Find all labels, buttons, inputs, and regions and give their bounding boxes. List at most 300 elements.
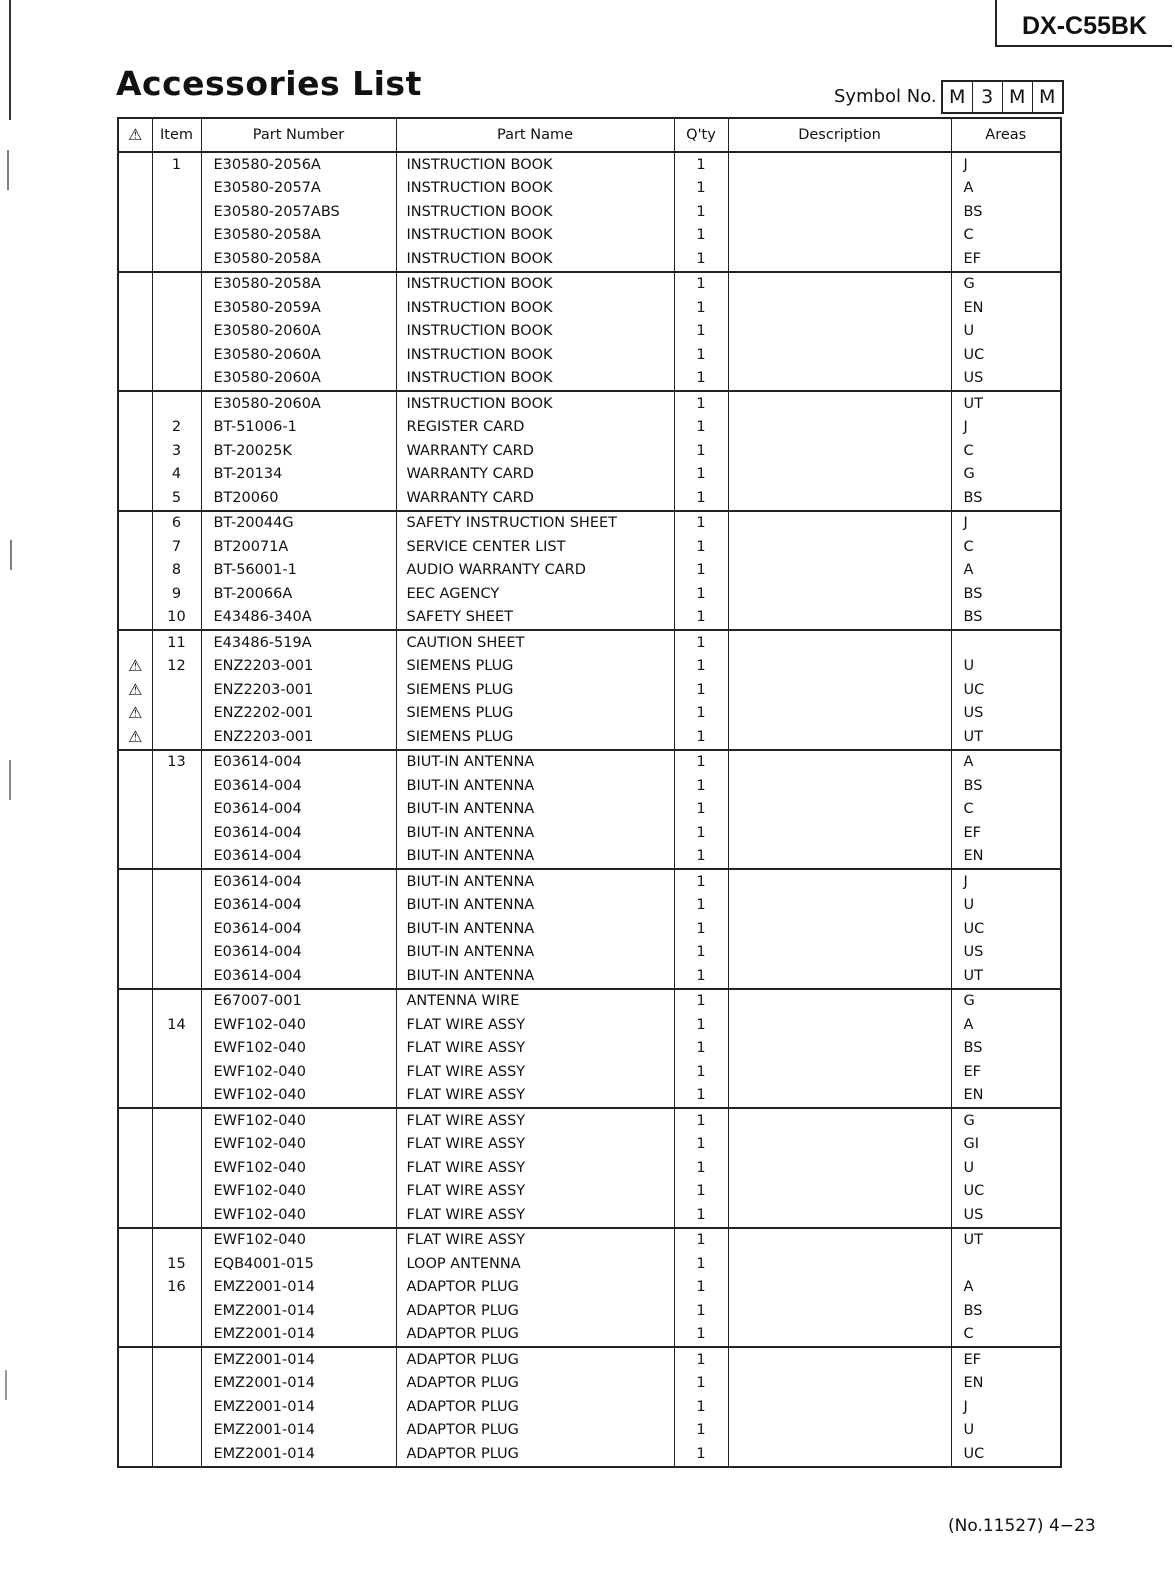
table-row bbox=[118, 606, 1061, 631]
item-cell bbox=[152, 1156, 201, 1180]
part-name-cell: INSTRUCTION BOOK bbox=[396, 272, 674, 297]
part-name-cell: FLAT WIRE ASSY bbox=[396, 1203, 674, 1228]
item-cell bbox=[152, 200, 201, 224]
table-row bbox=[118, 1372, 1061, 1396]
area-cell: J bbox=[951, 511, 1061, 536]
area-cell: G bbox=[951, 989, 1061, 1014]
qty-cell: 1 bbox=[674, 200, 728, 224]
description-cell bbox=[728, 821, 951, 845]
part-number-cell: E03614-004 bbox=[201, 750, 396, 775]
symbol-code-2: 3 bbox=[973, 82, 1003, 112]
table-row bbox=[118, 1252, 1061, 1276]
table-row bbox=[118, 964, 1061, 989]
item-column-header: Item bbox=[152, 118, 201, 152]
description-cell bbox=[728, 917, 951, 941]
area-cell: A bbox=[951, 750, 1061, 775]
qty-cell: 1 bbox=[674, 582, 728, 606]
table-body bbox=[118, 152, 1061, 1467]
part-number-cell: BT-51006-1 bbox=[201, 416, 396, 440]
qty-cell: 1 bbox=[674, 1156, 728, 1180]
table-row bbox=[118, 296, 1061, 320]
warning-cell bbox=[118, 582, 152, 606]
part-name-cell: CAUTION SHEET bbox=[396, 630, 674, 655]
part-name-cell: FLAT WIRE ASSY bbox=[396, 1037, 674, 1061]
table-row bbox=[118, 750, 1061, 775]
area-cell: UC bbox=[951, 1180, 1061, 1204]
item-cell bbox=[152, 702, 201, 726]
table-row bbox=[118, 1276, 1061, 1300]
warning-cell bbox=[118, 774, 152, 798]
model-number: DX-C55BK bbox=[995, 0, 1172, 47]
description-cell bbox=[728, 1442, 951, 1467]
warning-cell bbox=[118, 463, 152, 487]
part-name-cell: FLAT WIRE ASSY bbox=[396, 1013, 674, 1037]
part-name-cell: BIUT-IN ANTENNA bbox=[396, 750, 674, 775]
qty-cell: 1 bbox=[674, 964, 728, 989]
table-row bbox=[118, 1060, 1061, 1084]
accessories-table bbox=[117, 117, 1062, 1468]
table-row bbox=[118, 511, 1061, 536]
item-cell bbox=[152, 894, 201, 918]
item-cell: 13 bbox=[152, 750, 201, 775]
description-cell bbox=[728, 1372, 951, 1396]
qty-cell: 1 bbox=[674, 296, 728, 320]
part-name-cell: BIUT-IN ANTENNA bbox=[396, 821, 674, 845]
item-cell: 14 bbox=[152, 1013, 201, 1037]
table-row bbox=[118, 1108, 1061, 1133]
table-row bbox=[118, 1442, 1061, 1467]
part-name-cell: SIEMENS PLUG bbox=[396, 725, 674, 750]
area-cell: J bbox=[951, 416, 1061, 440]
warning-cell bbox=[118, 845, 152, 870]
warning-cell bbox=[118, 439, 152, 463]
area-cell: C bbox=[951, 1323, 1061, 1348]
symbol-label: Symbol No. bbox=[834, 86, 937, 107]
warning-cell bbox=[118, 750, 152, 775]
description-cell bbox=[728, 1133, 951, 1157]
part-number-cell: E30580-2058A bbox=[201, 272, 396, 297]
warning-cell bbox=[118, 1228, 152, 1253]
table-row bbox=[118, 1228, 1061, 1253]
part-number-cell: E30580-2058A bbox=[201, 224, 396, 248]
qty-cell: 1 bbox=[674, 224, 728, 248]
part-name-cell: FLAT WIRE ASSY bbox=[396, 1133, 674, 1157]
qty-cell: 1 bbox=[674, 272, 728, 297]
warning-cell bbox=[118, 964, 152, 989]
warning-cell bbox=[118, 1180, 152, 1204]
warning-cell bbox=[118, 1133, 152, 1157]
part-number-cell: E03614-004 bbox=[201, 964, 396, 989]
item-cell bbox=[152, 1037, 201, 1061]
item-cell: 7 bbox=[152, 535, 201, 559]
area-cell: BS bbox=[951, 200, 1061, 224]
area-cell: J bbox=[951, 152, 1061, 177]
item-cell bbox=[152, 1060, 201, 1084]
qty-cell: 1 bbox=[674, 1252, 728, 1276]
warning-cell bbox=[118, 1347, 152, 1372]
item-cell: 16 bbox=[152, 1276, 201, 1300]
warning-cell bbox=[118, 989, 152, 1014]
item-cell: 6 bbox=[152, 511, 201, 536]
part-number-cell: EMZ2001-014 bbox=[201, 1419, 396, 1443]
description-cell bbox=[728, 1084, 951, 1109]
part-number-cell: BT-20134 bbox=[201, 463, 396, 487]
item-cell: 8 bbox=[152, 559, 201, 583]
warning-cell bbox=[118, 1442, 152, 1467]
area-cell: GI bbox=[951, 1133, 1061, 1157]
area-cell: UT bbox=[951, 1228, 1061, 1253]
description-cell bbox=[728, 989, 951, 1014]
part-name-cell: BIUT-IN ANTENNA bbox=[396, 774, 674, 798]
table-row bbox=[118, 416, 1061, 440]
item-cell: 5 bbox=[152, 486, 201, 511]
part-number-cell: EWF102-040 bbox=[201, 1060, 396, 1084]
area-cell: UC bbox=[951, 343, 1061, 367]
qty-cell: 1 bbox=[674, 678, 728, 702]
item-cell bbox=[152, 1347, 201, 1372]
qty-cell: 1 bbox=[674, 1203, 728, 1228]
table-row bbox=[118, 582, 1061, 606]
item-cell bbox=[152, 917, 201, 941]
table-row bbox=[118, 486, 1061, 511]
part-number-cell: EMZ2001-014 bbox=[201, 1347, 396, 1372]
part-name-cell: BIUT-IN ANTENNA bbox=[396, 894, 674, 918]
description-cell bbox=[728, 1395, 951, 1419]
area-cell: BS bbox=[951, 774, 1061, 798]
item-cell: 11 bbox=[152, 630, 201, 655]
areas-column-header: Areas bbox=[951, 118, 1061, 152]
description-cell bbox=[728, 941, 951, 965]
warning-cell bbox=[118, 1013, 152, 1037]
item-cell bbox=[152, 1323, 201, 1348]
part-name-cell: SIEMENS PLUG bbox=[396, 702, 674, 726]
table-row bbox=[118, 224, 1061, 248]
table-row bbox=[118, 1156, 1061, 1180]
table-row bbox=[118, 1180, 1061, 1204]
qty-cell: 1 bbox=[674, 774, 728, 798]
part-number-cell: EMZ2001-014 bbox=[201, 1323, 396, 1348]
part-number-cell: EMZ2001-014 bbox=[201, 1395, 396, 1419]
description-cell bbox=[728, 1252, 951, 1276]
item-cell bbox=[152, 725, 201, 750]
qty-cell: 1 bbox=[674, 463, 728, 487]
item-cell bbox=[152, 1299, 201, 1323]
warning-cell bbox=[118, 367, 152, 392]
table-row bbox=[118, 1347, 1061, 1372]
table-row bbox=[118, 845, 1061, 870]
part-name-cell: SAFETY SHEET bbox=[396, 606, 674, 631]
description-cell bbox=[728, 247, 951, 272]
warning-cell bbox=[118, 1276, 152, 1300]
part-name-cell: BIUT-IN ANTENNA bbox=[396, 941, 674, 965]
part-number-cell: EWF102-040 bbox=[201, 1180, 396, 1204]
qty-cell: 1 bbox=[674, 511, 728, 536]
part-number-cell: E30580-2057ABS bbox=[201, 200, 396, 224]
qty-cell: 1 bbox=[674, 1060, 728, 1084]
part-number-cell: E30580-2060A bbox=[201, 367, 396, 392]
warning-cell: ⚠ bbox=[128, 726, 143, 746]
area-cell: BS bbox=[951, 606, 1061, 631]
table-row bbox=[118, 320, 1061, 344]
qty-cell: 1 bbox=[674, 416, 728, 440]
area-cell: UT bbox=[951, 964, 1061, 989]
description-cell bbox=[728, 655, 951, 679]
warning-cell bbox=[118, 869, 152, 894]
part-name-cell: WARRANTY CARD bbox=[396, 439, 674, 463]
symbol-code-3: M bbox=[1003, 82, 1033, 112]
part-name-cell: INSTRUCTION BOOK bbox=[396, 391, 674, 416]
description-cell bbox=[728, 511, 951, 536]
warning-cell bbox=[118, 1419, 152, 1443]
part-number-cell: EMZ2001-014 bbox=[201, 1299, 396, 1323]
part-name-cell: BIUT-IN ANTENNA bbox=[396, 917, 674, 941]
description-cell bbox=[728, 272, 951, 297]
warning-cell bbox=[118, 1203, 152, 1228]
table-row bbox=[118, 391, 1061, 416]
table-row bbox=[118, 367, 1061, 392]
table-row bbox=[118, 463, 1061, 487]
symbol-code-boxes bbox=[941, 80, 1064, 114]
table-row bbox=[118, 1037, 1061, 1061]
table-row bbox=[118, 1133, 1061, 1157]
table-row bbox=[118, 1419, 1061, 1443]
item-cell bbox=[152, 941, 201, 965]
area-cell: EN bbox=[951, 845, 1061, 870]
warning-cell bbox=[118, 343, 152, 367]
description-cell bbox=[728, 702, 951, 726]
item-cell bbox=[152, 177, 201, 201]
qty-cell: 1 bbox=[674, 869, 728, 894]
area-cell: BS bbox=[951, 1037, 1061, 1061]
part-number-cell: EMZ2001-014 bbox=[201, 1442, 396, 1467]
part-name-cell: SIEMENS PLUG bbox=[396, 655, 674, 679]
item-cell: 9 bbox=[152, 582, 201, 606]
area-cell: US bbox=[951, 702, 1061, 726]
description-cell bbox=[728, 1228, 951, 1253]
warning-cell bbox=[118, 391, 152, 416]
table-row bbox=[118, 655, 1061, 679]
qty-cell: 1 bbox=[674, 177, 728, 201]
part-name-column-header: Part Name bbox=[396, 118, 674, 152]
warning-cell bbox=[118, 1037, 152, 1061]
item-cell bbox=[152, 1228, 201, 1253]
table-row bbox=[118, 702, 1061, 726]
part-number-cell: ENZ2203-001 bbox=[201, 725, 396, 750]
qty-cell: 1 bbox=[674, 606, 728, 631]
part-name-cell: BIUT-IN ANTENNA bbox=[396, 964, 674, 989]
part-number-cell: EWF102-040 bbox=[201, 1133, 396, 1157]
table-row bbox=[118, 774, 1061, 798]
qty-cell: 1 bbox=[674, 320, 728, 344]
part-name-cell: ANTENNA WIRE bbox=[396, 989, 674, 1014]
symbol-code-4: M bbox=[1038, 85, 1056, 108]
warning-cell bbox=[118, 941, 152, 965]
description-cell bbox=[728, 1156, 951, 1180]
area-cell: BS bbox=[951, 1299, 1061, 1323]
table-row bbox=[118, 1323, 1061, 1348]
area-cell: C bbox=[951, 224, 1061, 248]
area-cell: BS bbox=[951, 486, 1061, 511]
qty-cell: 1 bbox=[674, 702, 728, 726]
area-cell: EN bbox=[951, 1372, 1061, 1396]
part-name-cell: ADAPTOR PLUG bbox=[396, 1276, 674, 1300]
table-row bbox=[118, 989, 1061, 1014]
table-row bbox=[118, 439, 1061, 463]
part-number-cell: BT-20025K bbox=[201, 439, 396, 463]
part-number-cell: E03614-004 bbox=[201, 894, 396, 918]
area-cell bbox=[951, 1252, 1061, 1276]
area-cell: EN bbox=[951, 296, 1061, 320]
warning-cell bbox=[118, 247, 152, 272]
warning-cell bbox=[118, 1108, 152, 1133]
part-name-cell: INSTRUCTION BOOK bbox=[396, 247, 674, 272]
part-name-cell: SERVICE CENTER LIST bbox=[396, 535, 674, 559]
table-row bbox=[118, 1395, 1061, 1419]
description-column-header: Description bbox=[728, 118, 951, 152]
part-number-cell: ENZ2202-001 bbox=[201, 702, 396, 726]
part-number-cell: E30580-2059A bbox=[201, 296, 396, 320]
item-cell: 2 bbox=[152, 416, 201, 440]
part-number-cell: E03614-004 bbox=[201, 774, 396, 798]
item-cell bbox=[152, 1180, 201, 1204]
warning-cell bbox=[118, 917, 152, 941]
description-cell bbox=[728, 416, 951, 440]
table-row bbox=[118, 941, 1061, 965]
description-cell bbox=[728, 463, 951, 487]
part-number-cell: E03614-004 bbox=[201, 941, 396, 965]
symbol-number bbox=[834, 80, 1064, 113]
qty-cell: 1 bbox=[674, 535, 728, 559]
description-cell bbox=[728, 320, 951, 344]
qty-cell: 1 bbox=[674, 559, 728, 583]
warning-cell bbox=[118, 1252, 152, 1276]
area-cell: UC bbox=[951, 917, 1061, 941]
warning-cell bbox=[118, 1060, 152, 1084]
warning-cell: ⚠ bbox=[128, 656, 143, 676]
part-name-cell: FLAT WIRE ASSY bbox=[396, 1180, 674, 1204]
item-cell bbox=[152, 1084, 201, 1109]
part-number-cell: E43486-519A bbox=[201, 630, 396, 655]
table-row bbox=[118, 559, 1061, 583]
item-cell bbox=[152, 989, 201, 1014]
item-cell bbox=[152, 1442, 201, 1467]
table-row bbox=[118, 894, 1061, 918]
part-name-cell: INSTRUCTION BOOK bbox=[396, 200, 674, 224]
qty-cell: 1 bbox=[674, 1133, 728, 1157]
description-cell bbox=[728, 535, 951, 559]
warning-cell: ⚠ bbox=[128, 679, 143, 699]
warning-cell bbox=[118, 320, 152, 344]
part-number-cell: E03614-004 bbox=[201, 917, 396, 941]
part-number-cell: E43486-340A bbox=[201, 606, 396, 631]
part-number-cell: BT-56001-1 bbox=[201, 559, 396, 583]
item-cell bbox=[152, 247, 201, 272]
part-name-cell: ADAPTOR PLUG bbox=[396, 1419, 674, 1443]
part-name-cell: INSTRUCTION BOOK bbox=[396, 224, 674, 248]
part-number-cell: BT20060 bbox=[201, 486, 396, 511]
area-cell: A bbox=[951, 559, 1061, 583]
item-cell: 1 bbox=[152, 152, 201, 177]
part-number-cell: EWF102-040 bbox=[201, 1203, 396, 1228]
qty-cell: 1 bbox=[674, 1013, 728, 1037]
item-cell bbox=[152, 774, 201, 798]
area-cell: U bbox=[951, 894, 1061, 918]
part-name-cell: BIUT-IN ANTENNA bbox=[396, 798, 674, 822]
item-cell: 3 bbox=[152, 439, 201, 463]
warning-cell bbox=[118, 1299, 152, 1323]
area-cell: G bbox=[951, 1108, 1061, 1133]
part-name-cell: FLAT WIRE ASSY bbox=[396, 1228, 674, 1253]
table-row bbox=[118, 630, 1061, 655]
qty-cell: 1 bbox=[674, 655, 728, 679]
description-cell bbox=[728, 869, 951, 894]
item-cell bbox=[152, 1203, 201, 1228]
qty-column-header: Q'ty bbox=[674, 118, 728, 152]
description-cell bbox=[728, 1108, 951, 1133]
warning-cell bbox=[118, 535, 152, 559]
part-number-cell: E03614-004 bbox=[201, 869, 396, 894]
qty-cell: 1 bbox=[674, 630, 728, 655]
binding-edge-marks bbox=[0, 0, 20, 1594]
part-name-cell: INSTRUCTION BOOK bbox=[396, 177, 674, 201]
qty-cell: 1 bbox=[674, 845, 728, 870]
item-cell bbox=[152, 224, 201, 248]
table-row bbox=[118, 1203, 1061, 1228]
area-cell: BS bbox=[951, 582, 1061, 606]
warning-cell bbox=[118, 296, 152, 320]
part-number-cell: E03614-004 bbox=[201, 845, 396, 870]
part-number-cell: ENZ2203-001 bbox=[201, 678, 396, 702]
part-number-cell: E30580-2056A bbox=[201, 152, 396, 177]
area-cell: US bbox=[951, 1203, 1061, 1228]
part-number-cell: E30580-2060A bbox=[201, 320, 396, 344]
description-cell bbox=[728, 725, 951, 750]
table-row bbox=[118, 1084, 1061, 1109]
item-cell bbox=[152, 367, 201, 392]
page-number: (No.11527) 4−23 bbox=[948, 1516, 1096, 1536]
qty-cell: 1 bbox=[674, 1108, 728, 1133]
description-cell bbox=[728, 177, 951, 201]
part-name-cell: ADAPTOR PLUG bbox=[396, 1395, 674, 1419]
area-cell: EF bbox=[951, 1347, 1061, 1372]
area-cell: UT bbox=[951, 725, 1061, 750]
table-header-row bbox=[118, 118, 1061, 152]
part-number-cell: E03614-004 bbox=[201, 798, 396, 822]
area-cell: G bbox=[951, 463, 1061, 487]
item-cell bbox=[152, 391, 201, 416]
qty-cell: 1 bbox=[674, 1228, 728, 1253]
part-name-cell: FLAT WIRE ASSY bbox=[396, 1156, 674, 1180]
area-cell: U bbox=[951, 1419, 1061, 1443]
part-name-cell: BIUT-IN ANTENNA bbox=[396, 845, 674, 870]
table-row bbox=[118, 247, 1061, 272]
table-row bbox=[118, 725, 1061, 750]
warning-cell bbox=[118, 177, 152, 201]
area-cell: EF bbox=[951, 821, 1061, 845]
description-cell bbox=[728, 296, 951, 320]
warning-cell bbox=[118, 272, 152, 297]
qty-cell: 1 bbox=[674, 798, 728, 822]
item-cell: 4 bbox=[152, 463, 201, 487]
qty-cell: 1 bbox=[674, 917, 728, 941]
description-cell bbox=[728, 224, 951, 248]
warning-cell bbox=[118, 821, 152, 845]
warning-cell bbox=[118, 1323, 152, 1348]
part-number-cell: E30580-2057A bbox=[201, 177, 396, 201]
warning-cell bbox=[118, 486, 152, 511]
area-cell: EF bbox=[951, 1060, 1061, 1084]
part-name-cell: ADAPTOR PLUG bbox=[396, 1372, 674, 1396]
